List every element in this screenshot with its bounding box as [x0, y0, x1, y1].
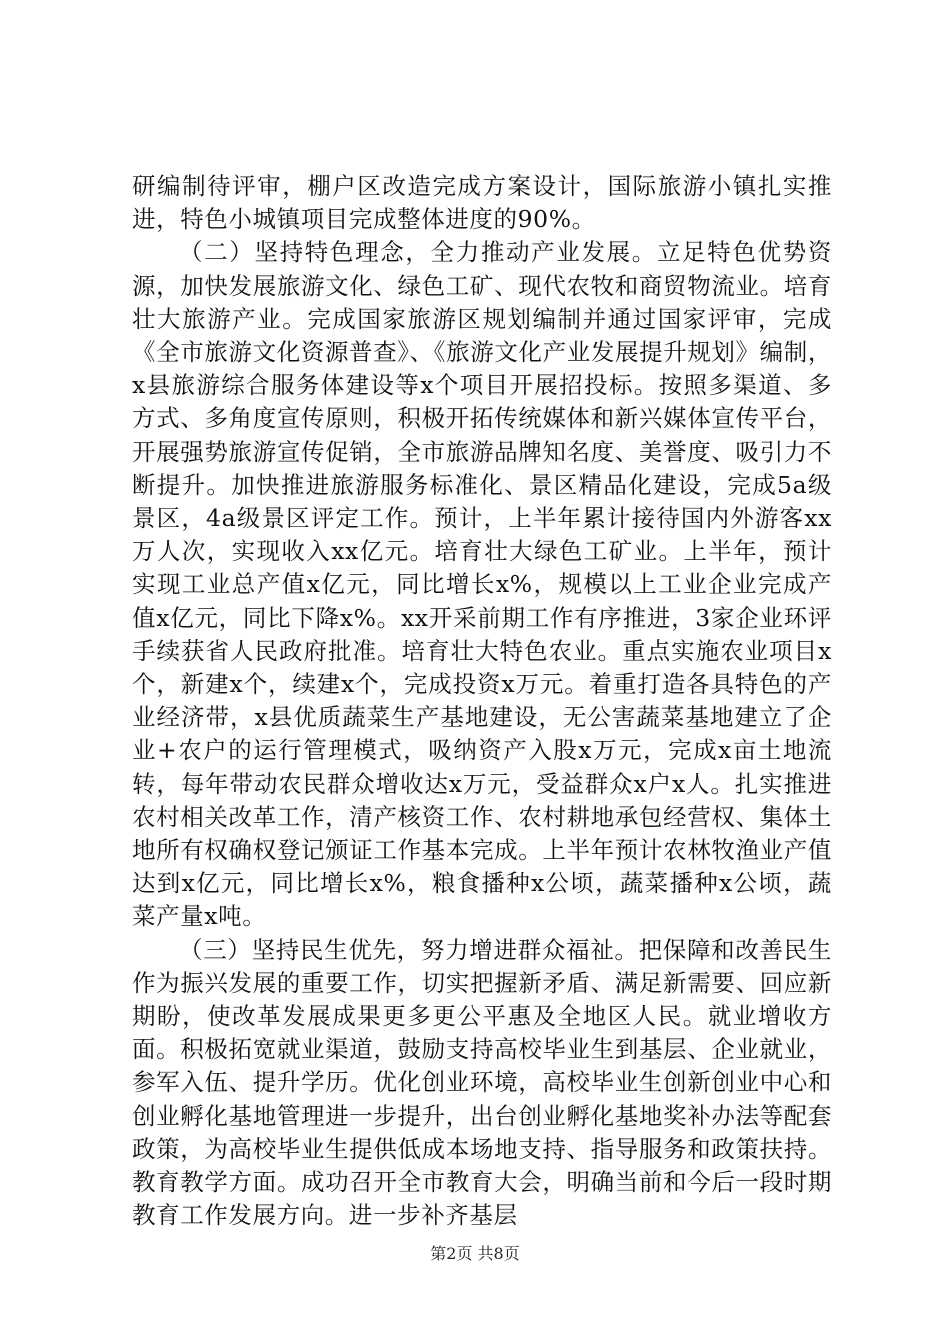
page-number-footer: 第2页 共8页	[430, 1244, 520, 1263]
paragraph-continuation: 研编制待评审，棚户区改造完成方案设计，国际旅游小镇扎实推进，特色小城镇项目完成整体进度的90%。	[132, 172, 832, 234]
paragraph-section-three: （三）坚持民生优先，努力增进群众福祉。把保障和改善民生作为振兴发展的重要工作，切实把握新矛盾、满足新需要、回应新期盼，使改革发展成果更多更公平惠及全地区人民。就业增收方面。积极拓宽就业渠道，鼓励支持高校毕业生到基层、企业就业，参军入伍、提升学历。优化创业环境，高校毕业生创新创业中心和创业孵化基地管理进一步提升，出台创业孵化基地奖补办法等配套政策，为高校毕业生提供低成本场地支持、指导服务和政策扶持。教育教学方面。成功召开全市教育大会，明确当前和今后一段时期教育工作发展方向。进一步补齐基层	[132, 935, 832, 1230]
document-body	[132, 170, 832, 1233]
paragraph-section-two: （二）坚持特色理念，全力推动产业发展。立足特色优势资源，加快发展旅游文化、绿色工矿、现代农牧和商贸物流业。培育壮大旅游产业。完成国家旅游区规划编制并通过国家评审，完成《全市旅游文化资源普查》、《旅游文化产业发展提升规划》编制，x县旅游综合服务体建设等x个项目开展招投标。按照多渠道、多方式、多角度宣传原则，积极开拓传统媒体和新兴媒体宣传平台，开展强势旅游宣传促销，全市旅游品牌知名度、美誉度、吸引力不断提升。加快推进旅游服务标准化、景区精品化建设，完成5a级景区，4a级景区评定工作。预计，上半年累计接待国内外游客xx万人次，实现收入xx亿元。培育壮大绿色工矿业。上半年，预计实现工业总产值x亿元，同比增长x%，规模以上工业企业完成产值x亿元，同比下降x%。xx开采前期工作有序推进，3家企业环评手续获省人民政府批准。培育壮大特色农业。重点实施农业项目x个，新建x个，续建x个，完成投资x万元。着重打造各具特色的产业经济带，x县优质蔬菜生产基地建设，无公害蔬菜基地建立了企业+农户的运行管理模式，吸纳资产入股x万元，完成x亩土地流转，每年带动农民群众增收达x万元，受益群众x户x人。扎实推进农村相关改革工作，清产核资工作、农村耕地承包经营权、集体土地所有权确权登记颁证工作基本完成。上半年预计农林牧渔业产值达到x亿元，同比增长x%，粮食播种x公顷，蔬菜播种x公顷，蔬菜产量x吨。	[132, 238, 832, 931]
